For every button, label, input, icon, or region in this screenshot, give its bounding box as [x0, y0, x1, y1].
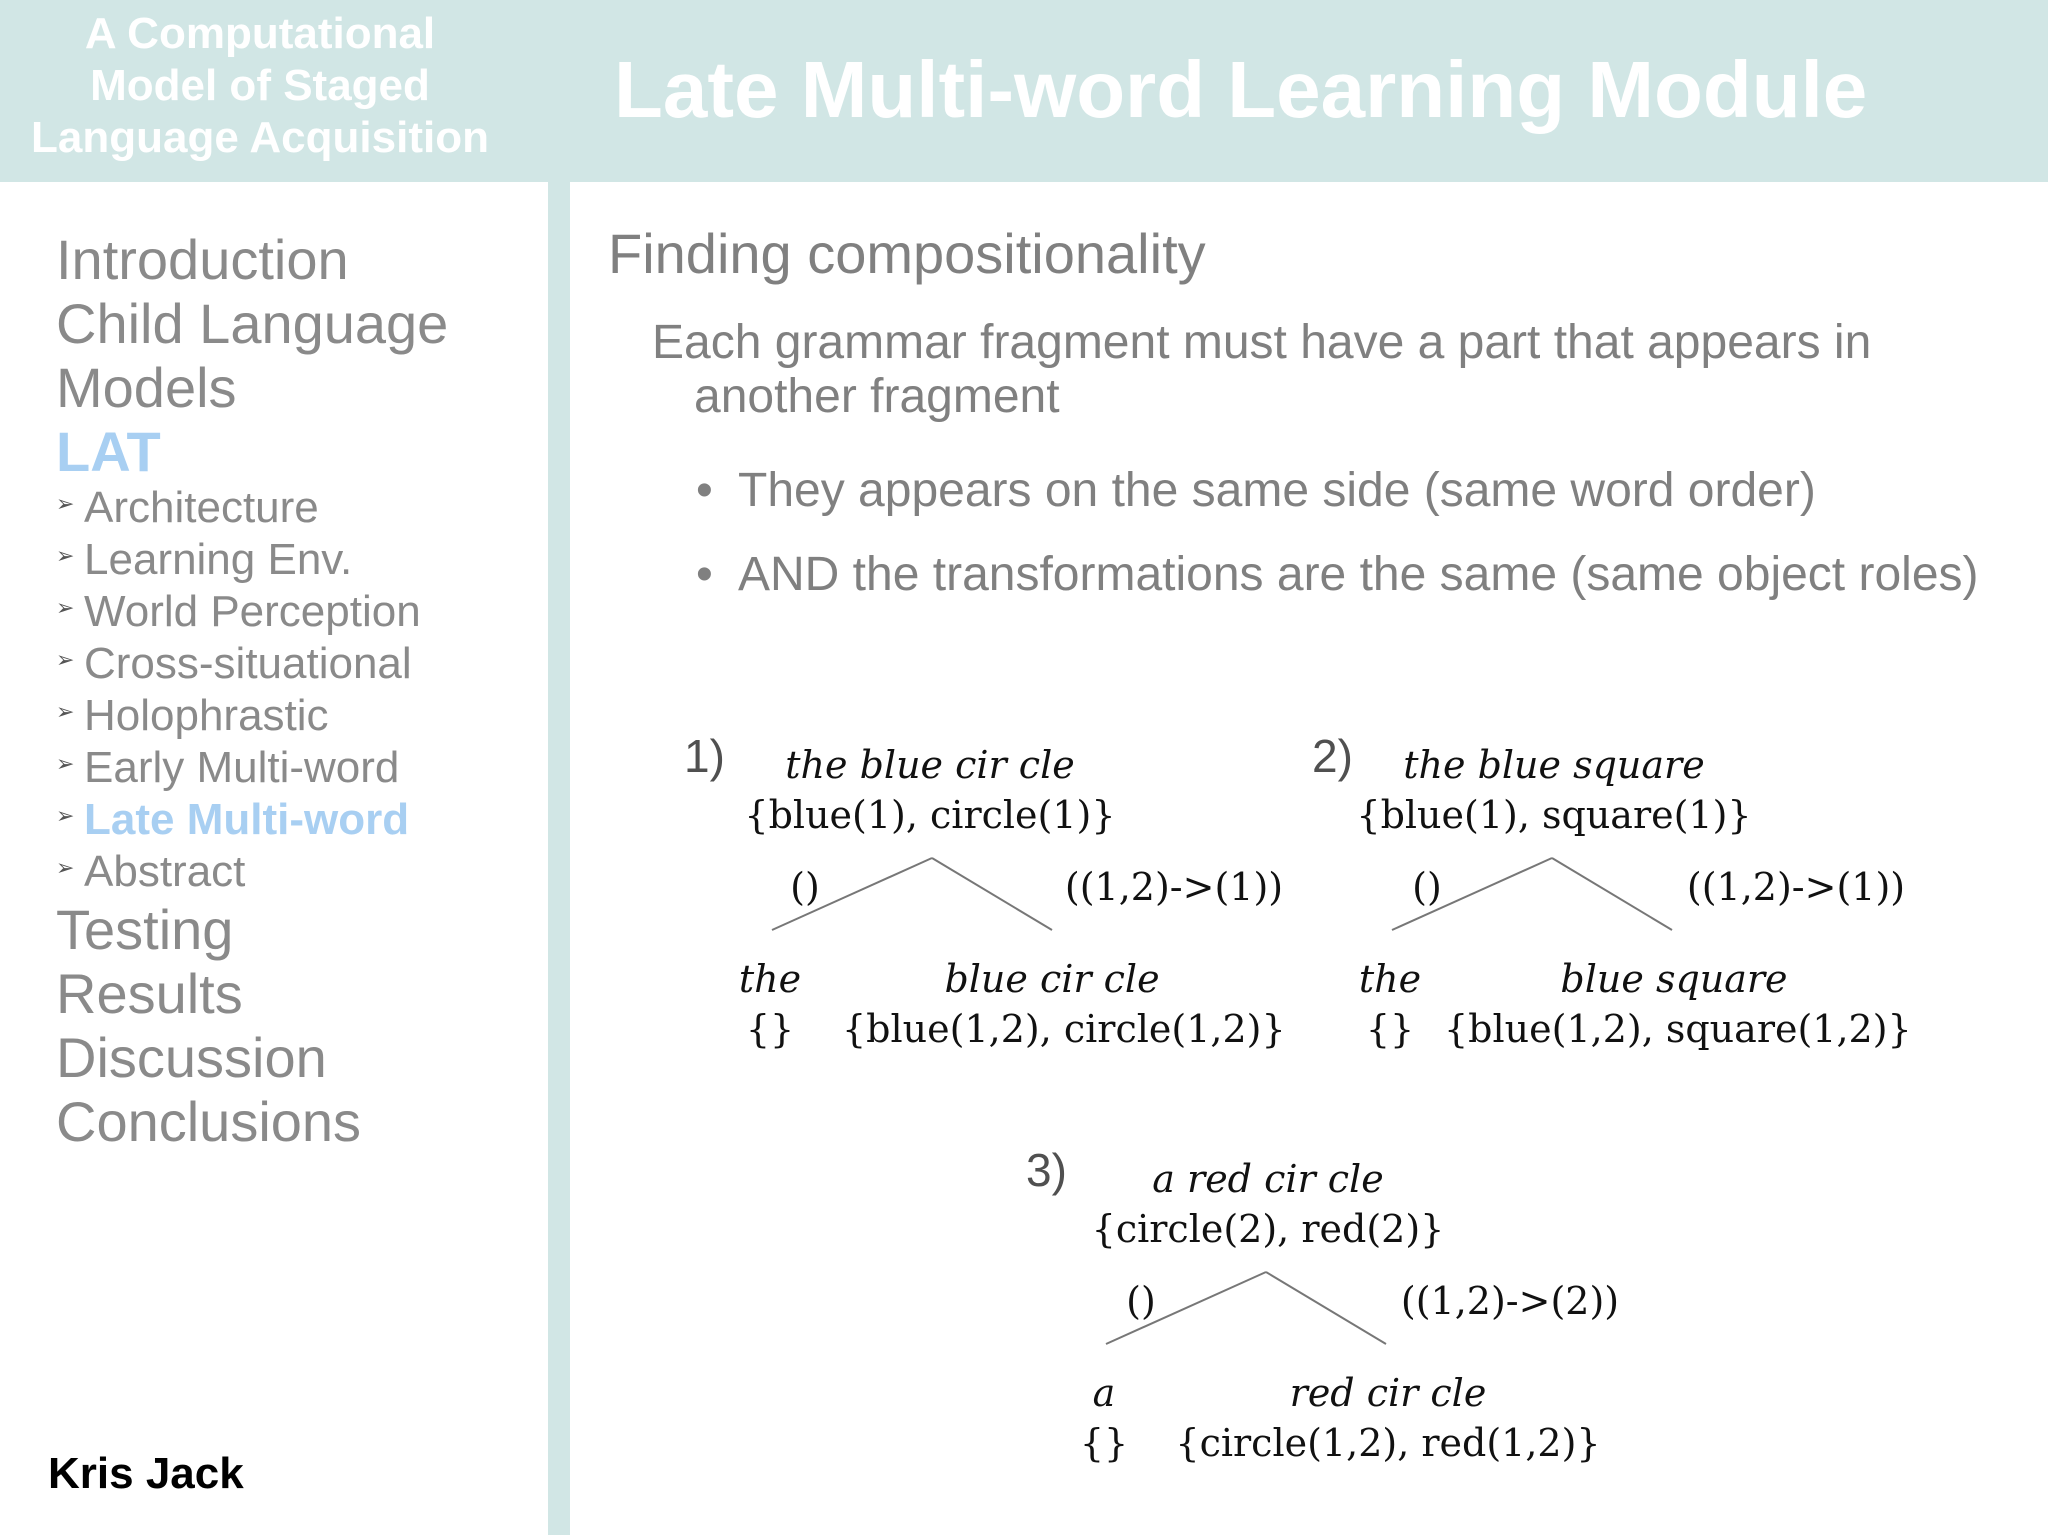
nav-item-results[interactable]: Results: [56, 962, 243, 1025]
arrow-icon: ➢: [56, 751, 75, 777]
tree-root-semantics: {blue(1), circle(1)}: [744, 793, 1116, 837]
presentation-title-line: A Computational: [84, 9, 436, 58]
tree-right-mapping: ((1,2)->(2)): [1400, 1279, 1620, 1323]
nav-subitem-label: Cross-situational: [84, 639, 412, 688]
tree-root-semantics: {blue(1), square(1)}: [1356, 793, 1752, 837]
tree-left-mapping: (): [790, 865, 820, 909]
arrow-icon: ➢: [56, 803, 75, 829]
body-paragraph-line: another fragment: [694, 370, 1060, 423]
tree-right-text: blue cir cle: [944, 957, 1160, 1001]
tree-number: 3): [1026, 1144, 1067, 1196]
tree-root-text: the blue square: [1403, 743, 1705, 787]
tree-left-text: a: [1092, 1371, 1116, 1415]
tree-root-semantics: {circle(2), red(2)}: [1091, 1207, 1445, 1251]
tree-branch: [1552, 858, 1672, 930]
arrow-icon: ➢: [56, 699, 75, 725]
tree-left-semantics: {}: [745, 1007, 795, 1051]
tree-left-text: the: [738, 957, 802, 1001]
nav-item-discussion[interactable]: Discussion: [56, 1026, 327, 1089]
nav-subitem-label: Abstract: [84, 847, 246, 896]
body-paragraph-line: Each grammar fragment must have a part that appears in: [652, 316, 1872, 369]
tree-number: 2): [1312, 730, 1353, 782]
tree-branch: [932, 858, 1052, 930]
tree-root-text: a red cir cle: [1152, 1157, 1384, 1201]
slide-title: Late Multi-word Learning Module: [614, 45, 1868, 134]
nav-subitem-label: Early Multi-word: [84, 743, 400, 792]
tree-right-semantics: {blue(1,2), square(1,2)}: [1444, 1007, 1912, 1051]
nav-subitem-label: Learning Env.: [84, 535, 353, 584]
nav-subitem-label: Late Multi-word: [84, 795, 410, 844]
nav-item-introduction[interactable]: Introduction: [56, 228, 349, 291]
tree-left-semantics: {}: [1079, 1421, 1129, 1465]
tree-number: 1): [684, 730, 725, 782]
nav-item-lat[interactable]: LAT: [56, 420, 161, 483]
tree-right-text: blue square: [1560, 957, 1788, 1001]
tree-right-semantics: {circle(1,2), red(1,2)}: [1175, 1421, 1601, 1465]
tree-left-mapping: (): [1126, 1279, 1156, 1323]
nav-subitem-label: World Perception: [84, 587, 421, 636]
arrow-icon: ➢: [56, 647, 75, 673]
nav-subitem-label: Architecture: [84, 483, 319, 532]
tree-right-mapping: ((1,2)->(1)): [1064, 865, 1284, 909]
tree-left-mapping: (): [1412, 865, 1442, 909]
presentation-title-line: Language Acquisition: [31, 113, 489, 162]
tree-branch: [1266, 1272, 1386, 1344]
bullet-dot-icon: •: [696, 548, 713, 601]
arrow-icon: ➢: [56, 595, 75, 621]
tree-right-text: red cir cle: [1289, 1371, 1487, 1415]
bullet-text: They appears on the same side (same word order): [738, 464, 1816, 517]
arrow-icon: ➢: [56, 491, 75, 517]
author-name: Kris Jack: [48, 1449, 244, 1498]
arrow-icon: ➢: [56, 543, 75, 569]
bullet-dot-icon: •: [696, 464, 713, 517]
nav-subitem-label: Holophrastic: [84, 691, 329, 740]
tree-left-semantics: {}: [1365, 1007, 1415, 1051]
tree-root-text: the blue cir cle: [785, 743, 1075, 787]
nav-item-models[interactable]: Models: [56, 356, 237, 419]
nav-item-testing[interactable]: Testing: [56, 898, 234, 961]
tree-left-text: the: [1358, 957, 1422, 1001]
presentation-title-line: Model of Staged: [90, 61, 430, 110]
nav-item-conclusions[interactable]: Conclusions: [56, 1090, 362, 1153]
bullet-text: AND the transformations are the same (same object roles): [738, 548, 1979, 601]
tree-right-semantics: {blue(1,2), circle(1,2)}: [842, 1007, 1286, 1051]
tree-right-mapping: ((1,2)->(1)): [1686, 865, 1906, 909]
section-heading: Finding compositionality: [608, 222, 1206, 285]
arrow-icon: ➢: [56, 855, 75, 881]
nav-item-child-language[interactable]: Child Language: [56, 292, 449, 355]
